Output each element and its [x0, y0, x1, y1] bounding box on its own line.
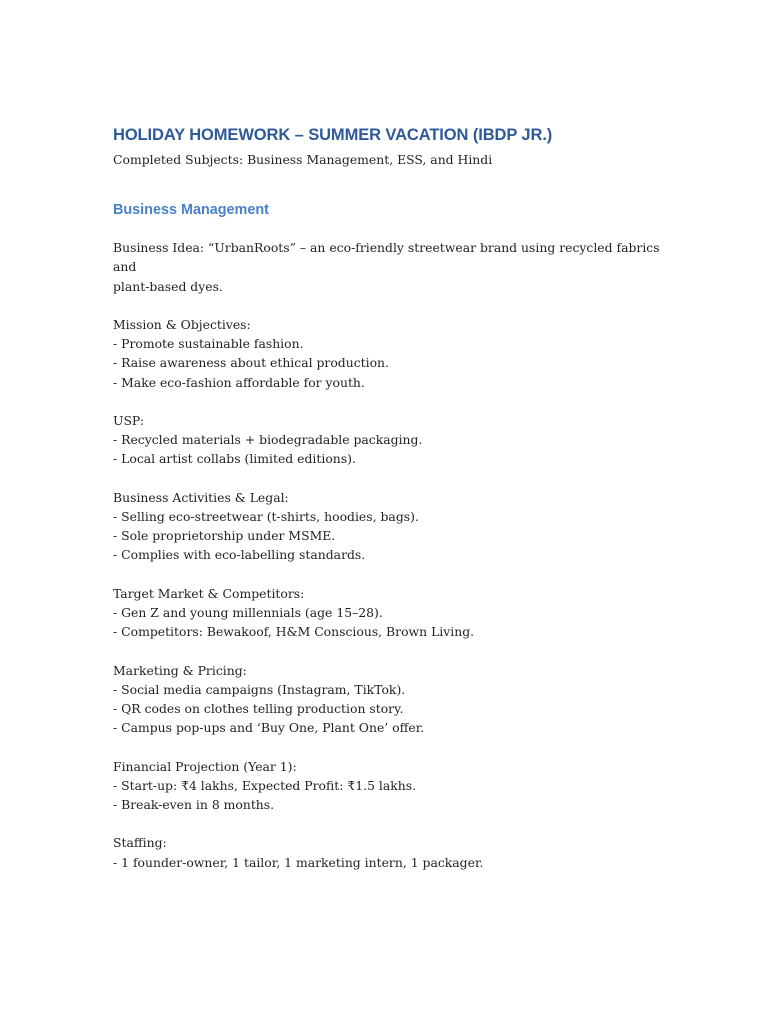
activities-item: - Complies with eco-labelling standards.	[113, 547, 366, 563]
market-block	[113, 584, 673, 642]
market-item: - Competitors: Bewakoof, H&M Conscious, Brown Living.	[113, 624, 475, 640]
activities-item: - Sole proprietorship under MSME.	[113, 528, 336, 544]
mission-item: - Promote sustainable fashion.	[113, 336, 304, 352]
financial-block	[113, 757, 673, 815]
financial-item: - Start-up: ₹4 lakhs, Expected Profit: ₹1.5 lakhs.	[113, 777, 417, 793]
marketing-heading: Marketing & Pricing:	[113, 662, 247, 678]
mission-heading: Mission & Objectives:	[113, 317, 251, 332]
mission-block	[113, 315, 673, 392]
mission-item: - Make eco-fashion affordable for youth.	[113, 374, 365, 390]
document-subtitle: Completed Subjects: Business Management, ESS, and Hindi	[113, 152, 493, 167]
business-idea-line: plant-based dyes.	[113, 278, 223, 294]
activities-block	[113, 488, 673, 565]
usp-item: - Local artist collabs (limited editions).	[113, 451, 356, 467]
activities-heading: Business Activities & Legal:	[113, 489, 289, 505]
market-item: - Gen Z and young millennials (age 15–28).	[113, 605, 383, 620]
usp-block	[113, 411, 673, 469]
marketing-block	[113, 661, 673, 738]
staffing-block	[113, 833, 673, 871]
business-idea-line: Business Idea: “UrbanRoots” – an eco-friendly streetwear brand using recycled fabrics and	[113, 240, 664, 275]
financial-item: - Break-even in 8 months.	[113, 797, 275, 812]
staffing-heading: Staffing:	[113, 835, 167, 851]
marketing-item: - Social media campaigns (Instagram, TikTok).	[113, 681, 406, 697]
section-heading-business-management: Business Management	[113, 202, 269, 219]
document-body	[113, 124, 673, 891]
financial-heading: Financial Projection (Year 1):	[113, 758, 297, 774]
market-heading: Target Market & Competitors:	[113, 585, 305, 601]
usp-heading: USP:	[113, 413, 145, 428]
usp-item: - Recycled materials + biodegradable packaging.	[113, 432, 423, 448]
document-title: HOLIDAY HOMEWORK – SUMMER VACATION (IBDP JR.)	[113, 126, 553, 144]
business-idea-block	[113, 238, 673, 296]
activities-item: - Selling eco-streetwear (t-shirts, hoodies, bags).	[113, 509, 419, 524]
mission-item: - Raise awareness about ethical production.	[113, 355, 389, 371]
marketing-item: - QR codes on clothes telling production story.	[113, 701, 404, 716]
marketing-item: - Campus pop-ups and ‘Buy One, Plant One’ offer.	[113, 720, 425, 736]
staffing-item: - 1 founder-owner, 1 tailor, 1 marketing intern, 1 packager.	[113, 854, 484, 870]
